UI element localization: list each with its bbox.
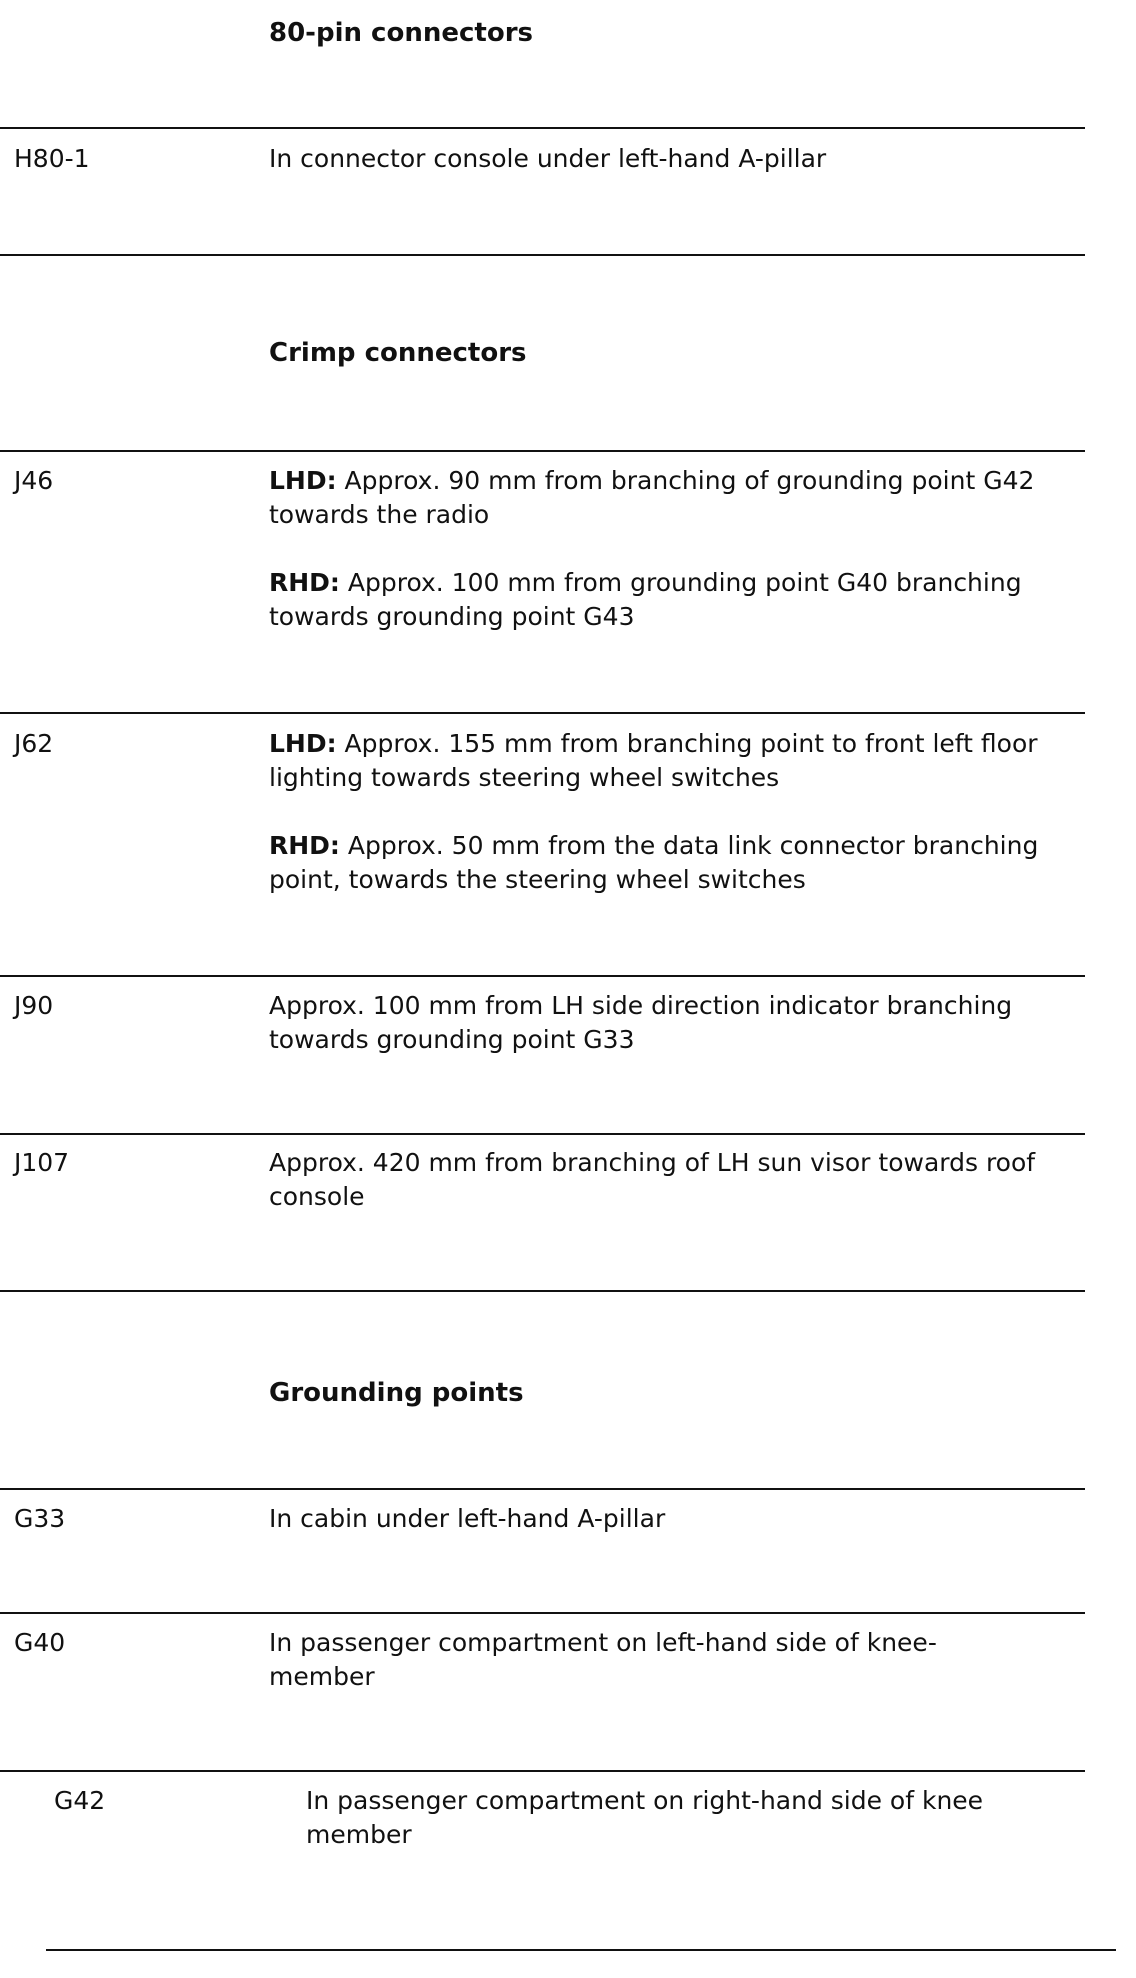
row-description: In connector console under left-hand A-pillar bbox=[269, 144, 827, 173]
divider bbox=[0, 1133, 1085, 1135]
row-description: Approx. 420 mm from branching of LH sun visor towards roof console bbox=[269, 1148, 1036, 1211]
row-code: G40 bbox=[14, 1628, 66, 1657]
row-code: J90 bbox=[14, 991, 54, 1020]
lhd-note bbox=[269, 727, 1089, 795]
row-description: In passenger compartment on left-hand side of knee-member bbox=[269, 1628, 937, 1691]
divider bbox=[0, 975, 1085, 977]
divider bbox=[0, 1770, 1085, 1772]
row-code: G33 bbox=[14, 1504, 66, 1533]
row-code: H80-1 bbox=[14, 144, 90, 173]
divider bbox=[0, 712, 1085, 714]
row-description bbox=[269, 464, 1089, 634]
row-description: Approx. 100 mm from LH side direction indicator branching towards grounding point G33 bbox=[269, 991, 1013, 1054]
divider bbox=[0, 1612, 1085, 1614]
lhd-text: Approx. 155 mm from branching point to front left floor lighting towards steering wheel switches bbox=[269, 729, 1038, 792]
row-code: J107 bbox=[14, 1148, 70, 1177]
row-description: In cabin under left-hand A-pillar bbox=[269, 1504, 666, 1533]
divider bbox=[0, 254, 1085, 256]
lhd-label: LHD: bbox=[269, 729, 337, 758]
divider bbox=[0, 1290, 1085, 1292]
row-code: J62 bbox=[14, 729, 54, 758]
rhd-note bbox=[269, 829, 1089, 897]
lhd-note bbox=[269, 464, 1089, 532]
lhd-label: LHD: bbox=[269, 466, 337, 495]
divider bbox=[0, 450, 1085, 452]
divider bbox=[0, 127, 1085, 129]
rhd-label: RHD: bbox=[269, 831, 340, 860]
rhd-text: Approx. 100 mm from grounding point G40 branching towards grounding point G43 bbox=[269, 568, 1022, 631]
lhd-text: Approx. 90 mm from branching of grounding point G42 towards the radio bbox=[269, 466, 1035, 529]
rhd-text: Approx. 50 mm from the data link connector branching point, towards the steering wheel switches bbox=[269, 831, 1039, 894]
section-heading-80-pin: 80-pin connectors bbox=[269, 18, 533, 48]
rhd-note bbox=[269, 566, 1089, 634]
divider bbox=[0, 1488, 1085, 1490]
rhd-label: RHD: bbox=[269, 568, 340, 597]
row-description: In passenger compartment on right-hand side of knee member bbox=[306, 1786, 984, 1849]
row-code: G42 bbox=[54, 1786, 106, 1815]
section-heading-grounding: Grounding points bbox=[269, 1378, 524, 1408]
row-description bbox=[269, 727, 1089, 897]
row-code: J46 bbox=[14, 466, 54, 495]
section-heading-crimp: Crimp connectors bbox=[269, 338, 527, 368]
divider bbox=[46, 1949, 1116, 1951]
